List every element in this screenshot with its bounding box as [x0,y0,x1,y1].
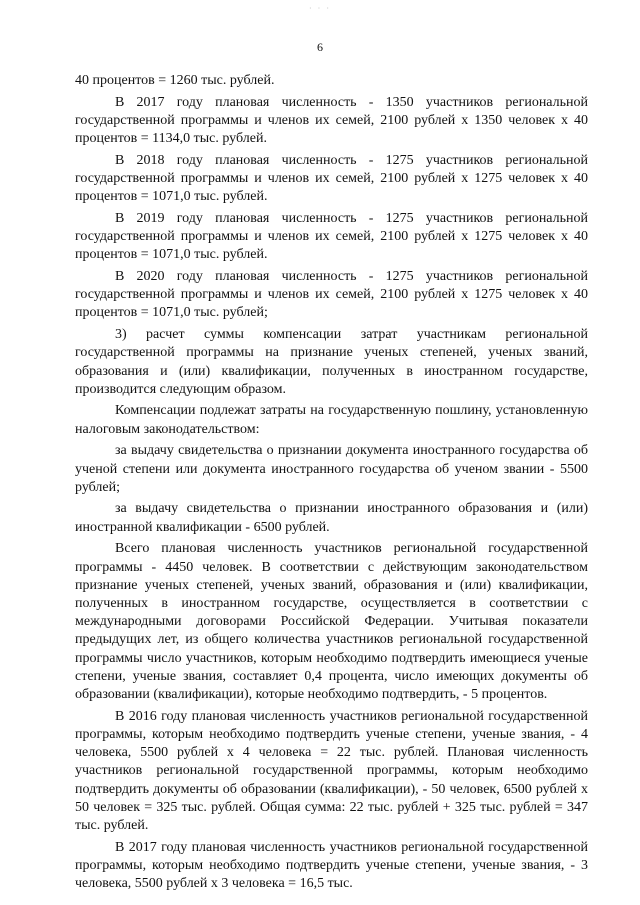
page-number: 6 [317,40,323,54]
paragraph: 3) расчет суммы компенсации затрат участникам региональной государственной программы на признание ученых степеней, ученых званий, образования и (или) квалификации, полученных в иностранном государстве, производится следующим образом. [75,327,588,397]
paragraph: В 2018 году плановая численность - 1275 участников региональной государственной программы и членов их семей, 2100 рублей х 1275 человек х 40 процентов = 1071,0 тыс. рублей. [75,152,588,205]
body-text [75,72,588,897]
paragraph: В 2020 году плановая численность - 1275 участников региональной государственной программы и членов их семей, 2100 рублей х 1275 человек х 40 процентов = 1071,0 тыс. рублей; [75,269,588,321]
paragraph: Всего плановая численность участников региональной государственной программы - 4450 человек. В соответствии с действующим законодательством признание ученых степеней, ученых званий, образования и (или) квалификации, полученных в иностранном государстве, осуществляется в соответствии с международными договорами Российской Федерации. Учитывая показатели предыдущих лет, из общего количества участников региональной государственной программы число участников, которым необходимо подтвердить имеющиеся ученые степени, ученые звания, составляет 0,4 процента, число имеющих документы об образовании (квалификации), которые необходимо подтвердить, - 5 процентов. [75,541,588,702]
scan-mark: · · · [309,4,331,13]
paragraph: Компенсации подлежат затраты на государственную пошлину, установленную налоговым законодательством: [75,403,588,437]
paragraph: за выдачу свидетельства о признании документа иностранного государства об ученой степени или документа иностранного государства об ученом звании - 5500 рублей; [75,443,588,495]
paragraph: В 2017 году плановая численность участников региональной государственной программы, которым необходимо подтвердить ученые степени, ученые звания, - 3 человека, 5500 рублей х 3 человека = 16,5 тыс. [75,839,588,892]
paragraph: 40 процентов = 1260 тыс. рублей. [75,73,275,88]
paragraph: В 2016 году плановая численность участников региональной государственной программы, которым необходимо подтвердить ученые степени, ученые звания, - 4 человека, 5500 рублей х 4 человека = 22 тыс. рублей. Плановая численность участников региональной государственной программы, которым необходимо подтвердить документы об образовании (квалификации), - 50 человек, 6500 рублей х 50 человек = 325 тыс. рублей. Общая сумма: 22 тыс. рублей + 325 тыс. рублей = 347 тыс. рублей. [75,708,588,833]
paragraph: В 2019 году плановая численность - 1275 участников региональной государственной программы и членов их семей, 2100 рублей х 1275 человек х 40 процентов = 1071,0 тыс. рублей. [75,210,588,263]
paragraph: В 2017 году плановая численность - 1350 участников региональной государственной программы и членов их семей, 2100 рублей х 1350 человек х 40 процентов = 1134,0 тыс. рублей. [75,94,588,147]
paragraph: за выдачу свидетельства о признании иностранного образования и (или) иностранной квалификации - 6500 рублей. [75,501,588,535]
